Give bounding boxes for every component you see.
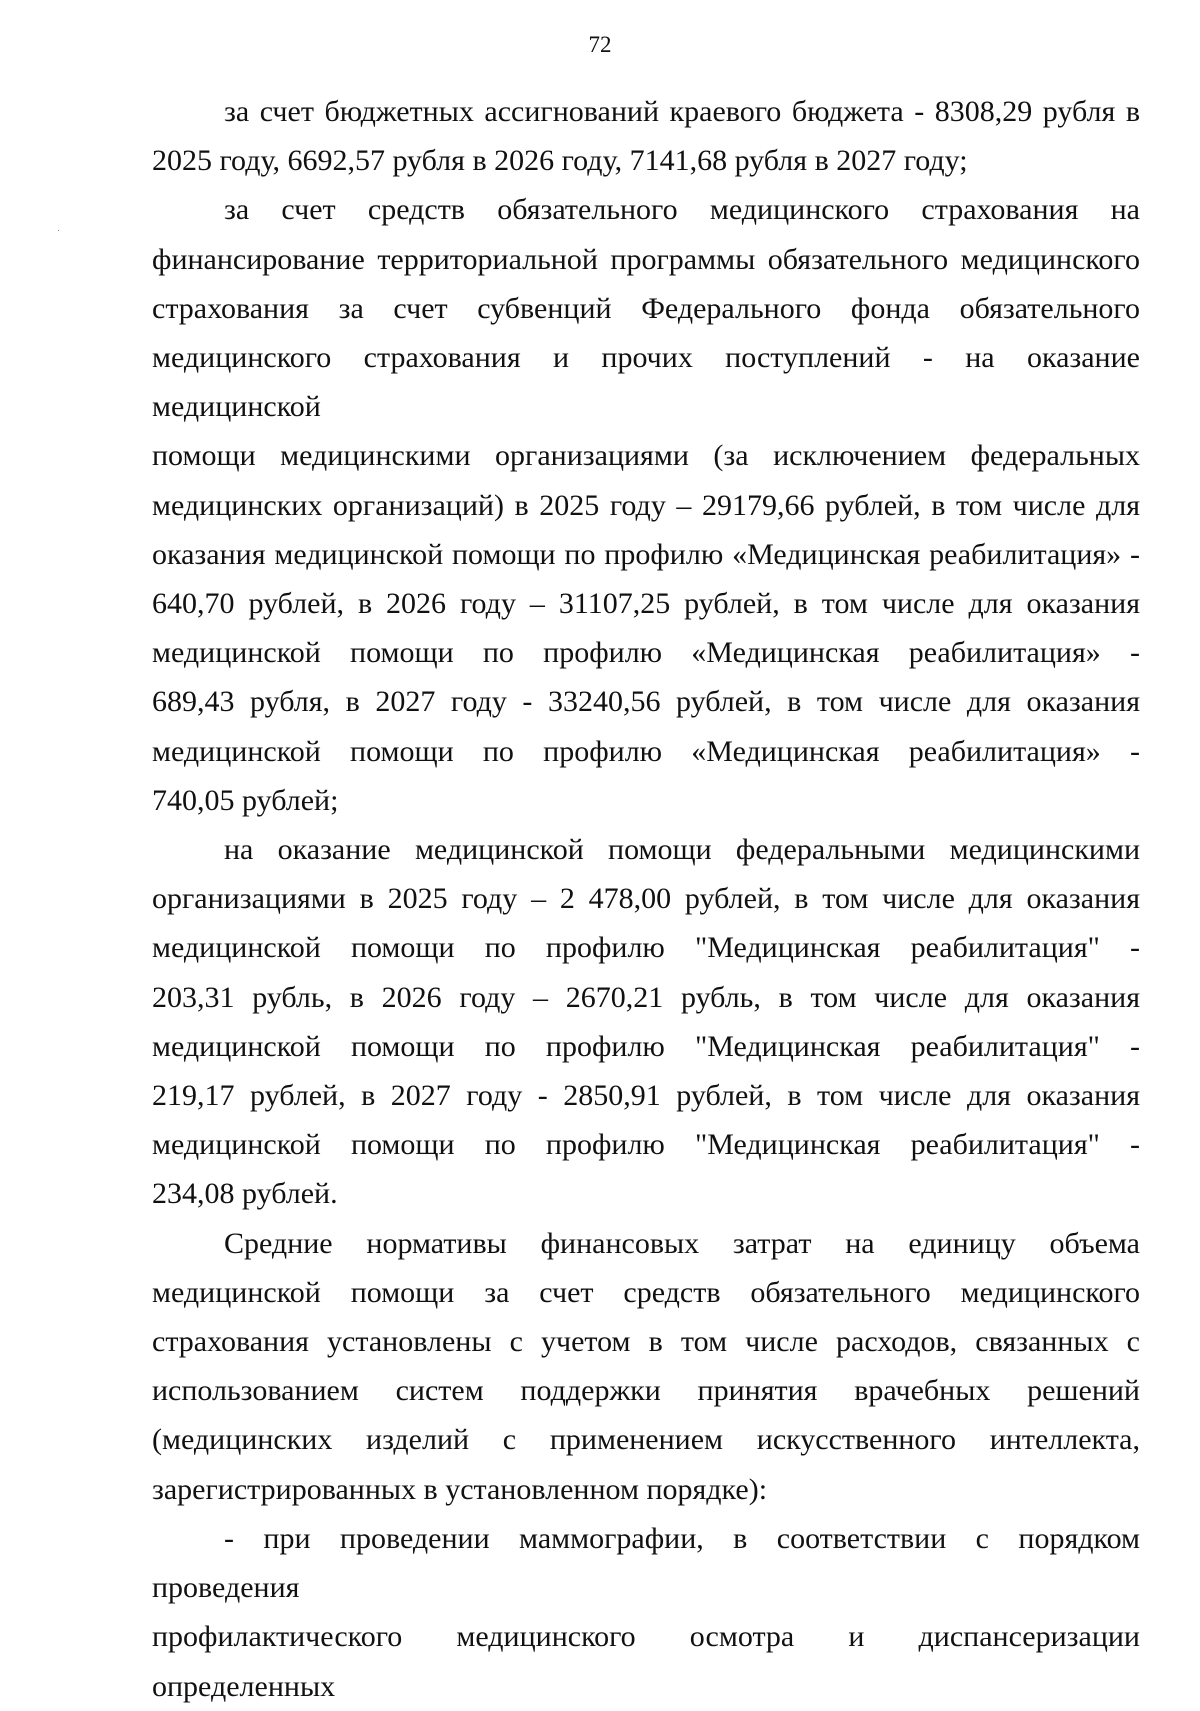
text-line: 740,05 рублей;: [152, 783, 339, 817]
text-line: помощи медицинскими организациями (за исключением федеральных: [152, 439, 1140, 473]
text-line: на оказание медицинской помощи федеральными медицинскими: [224, 833, 1140, 867]
text-line: за счет бюджетных ассигнований краевого бюджета - 8308,29 рубля в: [224, 95, 1140, 128]
text-line: страхования за счет субвенций Федерального фонда обязательного: [152, 291, 1140, 325]
text-line: 234,08 рублей.: [152, 1177, 338, 1211]
text-line: зарегистрированных в установленном порядке):: [152, 1472, 768, 1506]
document-body: [152, 87, 1140, 1711]
text-line: 689,43 рубля, в 2027 году - 33240,56 рублей, в том числе для оказания: [152, 685, 1140, 719]
text-line: организациями в 2025 году – 2 478,00 рублей, в том числе для оказания: [152, 882, 1140, 916]
text-line: медицинского страхования и прочих поступлений - на оказание медицинской: [152, 341, 1140, 424]
text-line: оказания медицинской помощи по профилю «Медицинская реабилитация» -: [152, 537, 1140, 571]
scan-mark: [58, 230, 59, 231]
text-line: медицинских организаций) в 2025 году – 29179,66 рублей, в том числе для: [152, 488, 1140, 522]
text-line: (медицинских изделий с применением искусственного интеллекта,: [152, 1423, 1140, 1457]
text-line: - при проведении маммографии, в соответствии с порядком проведения: [152, 1521, 1140, 1605]
paragraph-oms-funding: [152, 185, 1140, 825]
text-line: страхования установлены с учетом в том числе расходов, связанных с: [152, 1325, 1140, 1359]
text-line: медицинской помощи по профилю "Медицинская реабилитация" -: [152, 1128, 1140, 1162]
text-line: медицинской помощи по профилю "Медицинская реабилитация" -: [152, 931, 1140, 965]
text-line: медицинской помощи по профилю «Медицинская реабилитация» -: [152, 734, 1140, 768]
text-line: 2025 году, 6692,57 рубля в 2026 году, 7141,68 рубля в 2027 году;: [152, 144, 968, 178]
paragraph-average-norms: [152, 1219, 1140, 1514]
text-line: медицинской помощи по профилю «Медицинская реабилитация» -: [152, 636, 1140, 670]
paragraph-regional-budget: [152, 87, 1140, 185]
text-line: Средние нормативы финансовых затрат на единицу объема: [224, 1226, 1140, 1260]
text-line: медицинской помощи за счет средств обязательного медицинского: [152, 1275, 1140, 1309]
page-number: 72: [588, 32, 612, 57]
text-line: финансирование территориальной программы обязательного медицинского: [152, 242, 1140, 276]
text-line: 219,17 рублей, в 2027 году - 2850,91 рублей, в том числе для оказания: [152, 1079, 1140, 1113]
text-line: 203,31 рубль, в 2026 году – 2670,21 рубль, в том числе для оказания: [152, 980, 1140, 1014]
text-line: профилактического медицинского осмотра и диспансеризации определенных: [152, 1620, 1140, 1703]
text-line: 640,70 рублей, в 2026 году – 31107,25 рублей, в том числе для оказания: [152, 587, 1140, 621]
paragraph-mammography: [152, 1514, 1140, 1711]
text-line: за счет средств обязательного медицинского страхования на: [224, 193, 1140, 227]
text-line: медицинской помощи по профилю "Медицинская реабилитация" -: [152, 1029, 1140, 1063]
text-line: использованием систем поддержки принятия врачебных решений: [152, 1374, 1140, 1408]
paragraph-federal-organizations: [152, 825, 1140, 1219]
